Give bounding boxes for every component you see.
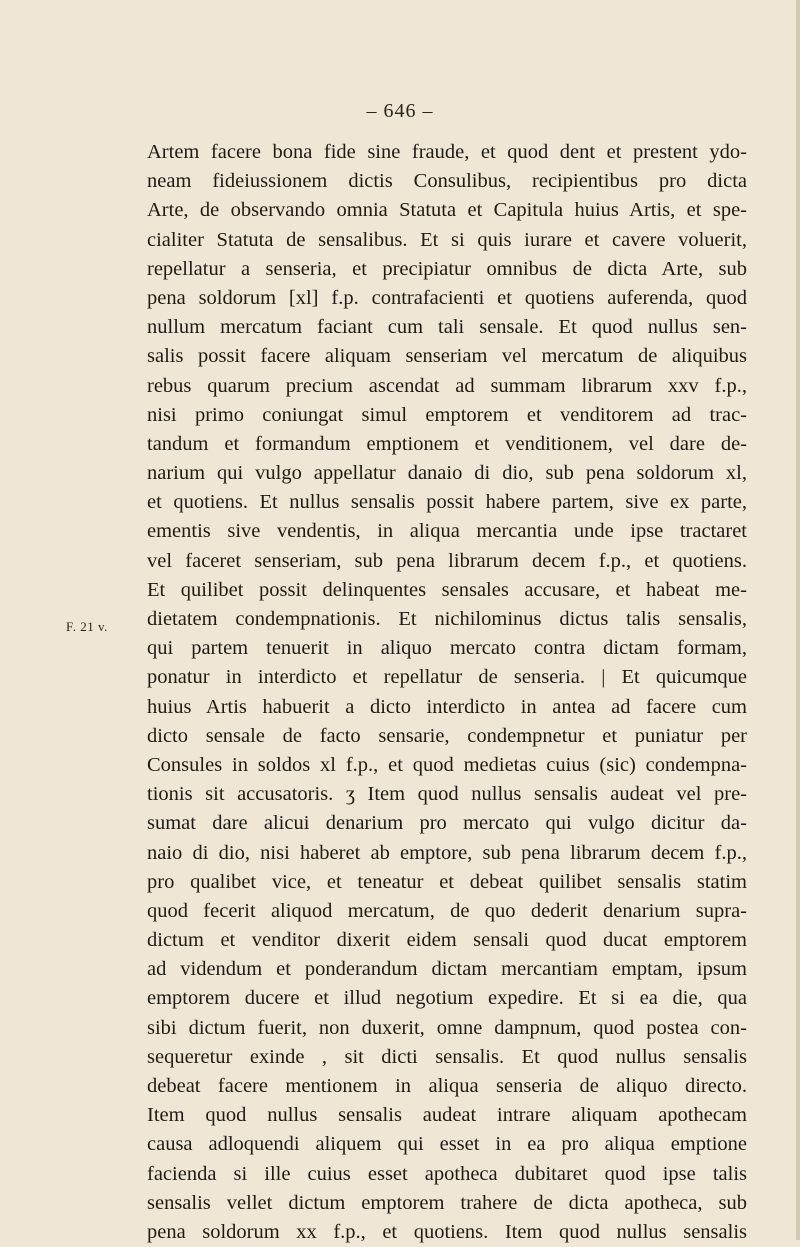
- text-line: ad videndum et ponderandum dictam mercantiam emptam, ipsum: [147, 958, 747, 981]
- page-number: – 646 –: [366, 100, 434, 122]
- text-line: ponatur in interdicto et repellatur de senseria. | Et quicumque: [147, 666, 747, 689]
- text-line: nisi primo coniungat simul emptorem et venditorem ad trac-: [147, 403, 747, 426]
- text-line: tandum et formandum emptionem et venditionem, vel dare de-: [147, 432, 747, 455]
- margin-note: F. 21 v.: [66, 619, 108, 634]
- text-line: et quotiens. Et nullus sensalis possit habere partem, sive ex parte,: [147, 491, 747, 514]
- text-line: pena soldorum [xl] f.p. contrafacienti et quotiens auferenda, quod: [147, 286, 747, 309]
- text-line: dicto sensale de facto sensarie, condempnetur et puniatur per: [147, 724, 747, 747]
- text-line: huius Artis habuerit a dicto interdicto in antea ad facere cum: [147, 695, 747, 718]
- text-line: sumat dare alicui denarium pro mercato qui vulgo dicitur da-: [147, 812, 747, 835]
- text-line: tionis sit accusatoris. ʒ Item quod nullus sensalis audeat vel pre-: [147, 783, 747, 806]
- text-line: dictum et venditor dixerit eidem sensali quod ducat emptorem: [147, 929, 747, 952]
- text-body: [147, 138, 747, 1247]
- text-line: causa adloquendi aliquem qui esset in ea pro aliqua emptione: [147, 1133, 747, 1156]
- text-line: sibi dictum fuerit, non duxerit, omne dampnum, quod postea con-: [147, 1016, 747, 1039]
- page-edge: [796, 0, 800, 1240]
- text-line: Item quod nullus sensalis audeat intrare aliquam apothecam: [147, 1104, 747, 1127]
- text-line: vel faceret senseriam, sub pena librarum decem f.p., et quotiens.: [147, 549, 747, 572]
- text-line: qui partem tenuerit in aliquo mercato contra dictam formam,: [147, 637, 747, 660]
- text-line: sensalis vellet dictum emptorem trahere de dicta apotheca, sub: [147, 1191, 747, 1214]
- text-line: repellatur a senseria, et precipiatur omnibus de dicta Arte, sub: [147, 257, 747, 280]
- text-line: emptorem ducere et illud negotium expedire. Et si ea die, qua: [147, 987, 747, 1010]
- text-line: sequeretur exinde , sit dicti sensalis. Et quod nullus sensalis: [147, 1045, 747, 1068]
- text-line: dietatem condempnationis. Et nichilominus dictus talis sensalis,: [147, 608, 747, 630]
- text-line: narium qui vulgo appellatur danaio di dio, sub pena soldorum xl,: [147, 462, 747, 485]
- text-line: salis possit facere aliquam senseriam vel mercatum de aliquibus: [147, 345, 747, 368]
- text-line: quod fecerit aliquod mercatum, de quo dederit denarium supra-: [147, 899, 747, 922]
- text-line: Arte, de observando omnia Statuta et Capitula huius Artis, et spe-: [147, 199, 747, 222]
- text-line: naio di dio, nisi haberet ab emptore, sub pena librarum decem f.p.,: [147, 841, 747, 864]
- text-line: pro qualibet vice, et teneatur et debeat quilibet sensalis statim: [147, 870, 747, 893]
- text-line: facienda si ille cuius esset apotheca dubitaret quod ipse talis: [147, 1162, 747, 1185]
- text-line: nullum mercatum faciant cum tali sensale. Et quod nullus sen-: [147, 316, 747, 339]
- text-line: Consules in soldos xl f.p., et quod medietas cuius (sic) condempna-: [147, 753, 747, 776]
- text-line: debeat facere mentionem in aliqua senseria de aliquo directo.: [147, 1075, 747, 1097]
- text-line: Et quilibet possit delinquentes sensales accusare, et habeat me-: [147, 578, 747, 601]
- text-line: neam fideiussionem dictis Consulibus, recipientibus pro dicta: [147, 170, 747, 193]
- text-line: ementis sive vendentis, in aliqua mercantia unde ipse tractaret: [147, 520, 747, 543]
- text-line: rebus quarum precium ascendat ad summam librarum xxv f.p.,: [147, 374, 747, 397]
- text-line: Artem facere bona fide sine fraude, et quod dent et prestent ydo-: [147, 141, 747, 163]
- text-line: cialiter Statuta de sensalibus. Et si quis iurare et cavere voluerit,: [147, 228, 747, 251]
- text-line: pena soldorum xx f.p., et quotiens. Item quod nullus sensalis: [147, 1220, 747, 1243]
